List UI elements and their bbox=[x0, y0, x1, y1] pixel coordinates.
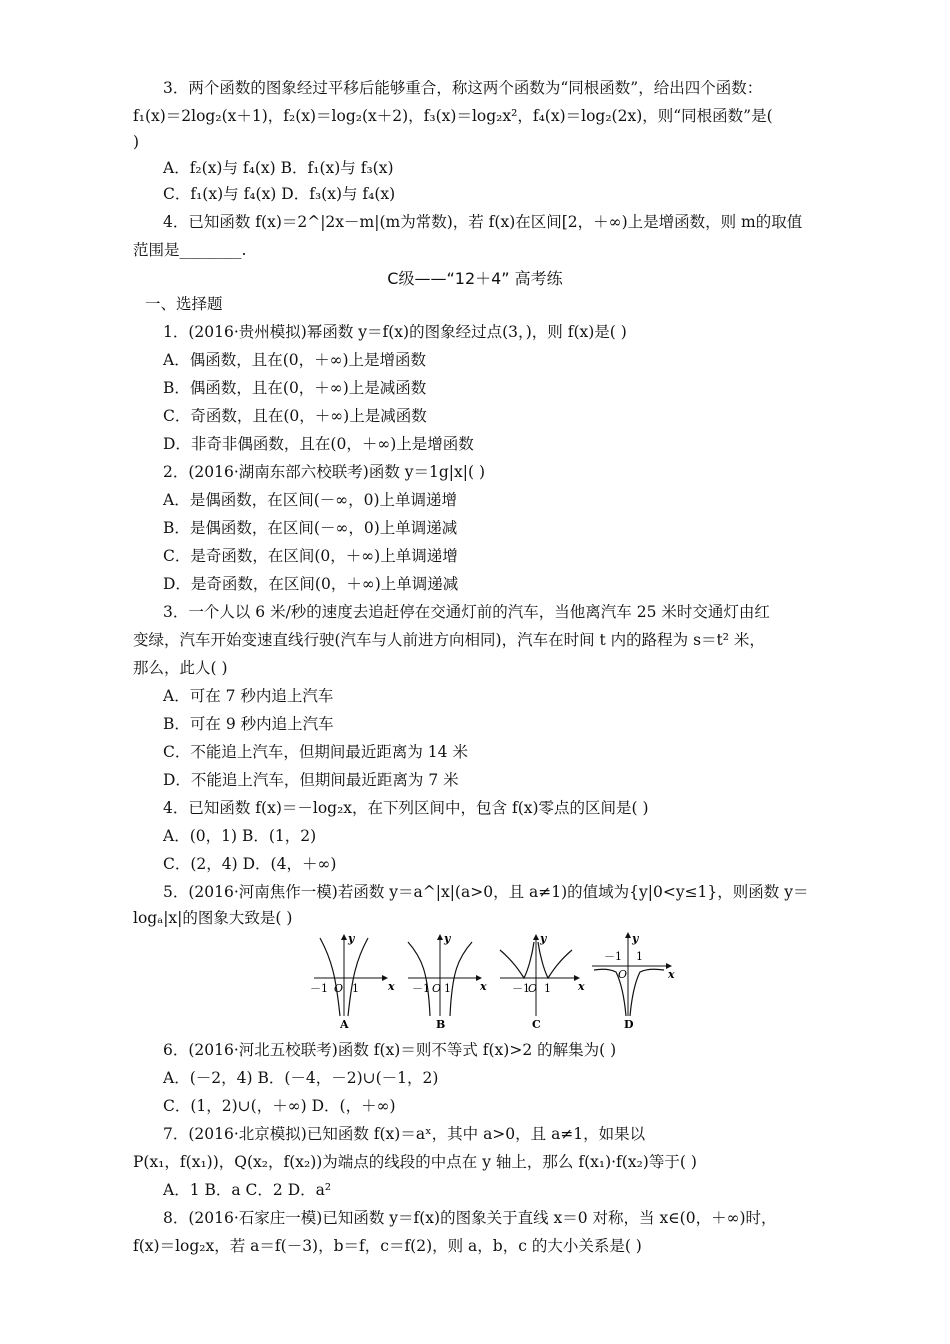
caption-d: D bbox=[624, 1018, 634, 1031]
text-line: C．是奇函数，在区间(0，＋∞)上单调递增 bbox=[163, 547, 458, 565]
text-line: B．可在 9 秒内追上汽车 bbox=[163, 715, 334, 733]
text-line: C．(2，4) D．(4，＋∞) bbox=[163, 855, 337, 873]
caption-a: A bbox=[340, 1018, 349, 1031]
text-line: D．是奇函数，在区间(0，＋∞)上单调递减 bbox=[163, 575, 459, 593]
one-a: 1 bbox=[352, 982, 359, 995]
axis-x-c: x bbox=[578, 980, 585, 993]
text-line: C．(1，2)∪(，＋∞) D．(，＋∞) bbox=[163, 1097, 396, 1115]
text-line: A．(0，1) B．(1，2) bbox=[163, 827, 317, 845]
axis-y-b: y bbox=[444, 932, 451, 945]
axis-x-a: x bbox=[388, 980, 395, 993]
graph-b bbox=[408, 932, 487, 1031]
text-line: A．可在 7 秒内追上汽车 bbox=[163, 687, 334, 705]
text-line: 一、选择题 bbox=[145, 295, 223, 313]
text-line: A．1 B．a C．2 D．a² bbox=[163, 1181, 332, 1199]
text-line: A．(－2，4) B．(－4，－2)∪(－1，2) bbox=[163, 1069, 439, 1087]
one-d: 1 bbox=[636, 950, 643, 963]
one-c: 1 bbox=[544, 982, 551, 995]
text-line: P(x₁，f(x₁))，Q(x₂，f(x₂))为端点的线段的中点在 y 轴上，那么 f(x₁)·f(x₂)等于( ) bbox=[133, 1153, 697, 1171]
text-line: 变绿，汽车开始变速直线行驶(汽车与人前进方向相同)，汽车在时间 t 内的路程为 s＝t² 米， bbox=[133, 631, 765, 649]
text-line: f₁(x)＝2log₂(x＋1)，f₂(x)＝log₂(x＋2)，f₃(x)＝log₂x²，f₄(x)＝log₂(2x)，则“同根函数”是( bbox=[133, 107, 773, 125]
caption-b: B bbox=[436, 1018, 446, 1031]
text-line: 2．(2016·湖南东部六校联考)函数 y＝1g|x|( ) bbox=[163, 463, 486, 481]
axis-x-b: x bbox=[480, 980, 487, 993]
axis-y-a: y bbox=[348, 932, 355, 945]
text-line: C．奇函数，且在(0，＋∞)上是减函数 bbox=[163, 407, 427, 425]
text-line: C．不能追上汽车，但期间最近距离为 14 米 bbox=[163, 743, 468, 761]
neg-one-b: －1 bbox=[412, 982, 430, 995]
graph-c bbox=[500, 932, 585, 1031]
text-line: 7．(2016·北京模拟)已知函数 f(x)＝aˣ，其中 a>0，且 a≠1，如果以 bbox=[163, 1125, 646, 1143]
text-line: D．不能追上汽车，但期间最近距离为 7 米 bbox=[163, 771, 459, 789]
text-line: B．偶函数，且在(0，＋∞)上是减函数 bbox=[163, 379, 427, 397]
origin-a: O bbox=[334, 982, 344, 995]
origin-b: O bbox=[432, 982, 442, 995]
origin-c: O bbox=[528, 982, 538, 995]
text-line: 6．(2016·河北五校联考)函数 f(x)＝则不等式 f(x)>2 的解集为( ) bbox=[163, 1041, 617, 1059]
text-line: 那么，此人( ) bbox=[133, 659, 228, 677]
text-line: B．是偶函数，在区间(－∞，0)上单调递减 bbox=[163, 519, 458, 537]
origin-d: O bbox=[618, 968, 628, 981]
caption-c: C bbox=[532, 1018, 541, 1031]
axis-x-d: x bbox=[668, 968, 675, 981]
axis-y-c: y bbox=[540, 932, 547, 945]
text-line: C．f₁(x)与 f₄(x) D．f₃(x)与 f₄(x) bbox=[163, 185, 396, 203]
text-line: 4．已知函数 f(x)＝－log₂x，在下列区间中，包含 f(x)零点的区间是( ) bbox=[163, 799, 649, 817]
text-line: A．是偶函数，在区间(－∞，0)上单调递增 bbox=[163, 491, 458, 509]
text-line: D．非奇非偶函数，且在(0，＋∞)上是增函数 bbox=[163, 435, 474, 453]
axis-y-d: y bbox=[632, 932, 639, 945]
section-heading: C级——“12＋4” 高考练 bbox=[387, 269, 563, 288]
text-line: 3．一个人以 6 米/秒的速度去追赶停在交通灯前的汽车，当他离汽车 25 米时交通灯由红 bbox=[163, 603, 770, 621]
text-line: 范围是________. bbox=[133, 241, 247, 259]
text-line: 1．(2016·贵州模拟)幂函数 y＝f(x)的图象经过点(3，)，则 f(x)是( ) bbox=[163, 323, 627, 341]
neg-one-a: －1 bbox=[310, 982, 328, 995]
graph-options-figure bbox=[300, 932, 675, 1031]
graph-a bbox=[310, 932, 395, 1031]
text-line: ) bbox=[133, 133, 140, 151]
neg-one-d: －1 bbox=[604, 950, 622, 963]
text-line: 3．两个函数的图象经过平移后能够重合，称这两个函数为“同根函数”，给出四个函数： bbox=[163, 79, 763, 97]
text-line: 4．已知函数 f(x)＝2^|2x－m|(m为常数)，若 f(x)在区间[2，＋∞)上是增函数，则 m的取值 bbox=[163, 213, 803, 231]
text-line: 8．(2016·石家庄一模)已知函数 y＝f(x)的图象关于直线 x＝0 对称，当 x∈(0，＋∞)时， bbox=[163, 1209, 777, 1227]
neg-one-c: －1 bbox=[512, 982, 530, 995]
text-line: logₐ|x|的图象大致是( ) bbox=[133, 909, 293, 927]
one-b: 1 bbox=[444, 982, 451, 995]
text-line: 5．(2016·河南焦作一模)若函数 y＝a^|x|(a>0，且 a≠1)的值域为{y|0<y≤1}，则函数 y＝ bbox=[163, 883, 809, 901]
text-line: A．偶函数，且在(0，＋∞)上是增函数 bbox=[163, 351, 427, 369]
text-line: A．f₂(x)与 f₄(x) B．f₁(x)与 f₃(x) bbox=[163, 159, 394, 177]
graph-d bbox=[592, 932, 675, 1031]
text-line: f(x)＝log₂x，若 a＝f(－3)，b＝f，c＝f(2)，则 a，b，c 的大小关系是( ) bbox=[133, 1237, 642, 1255]
